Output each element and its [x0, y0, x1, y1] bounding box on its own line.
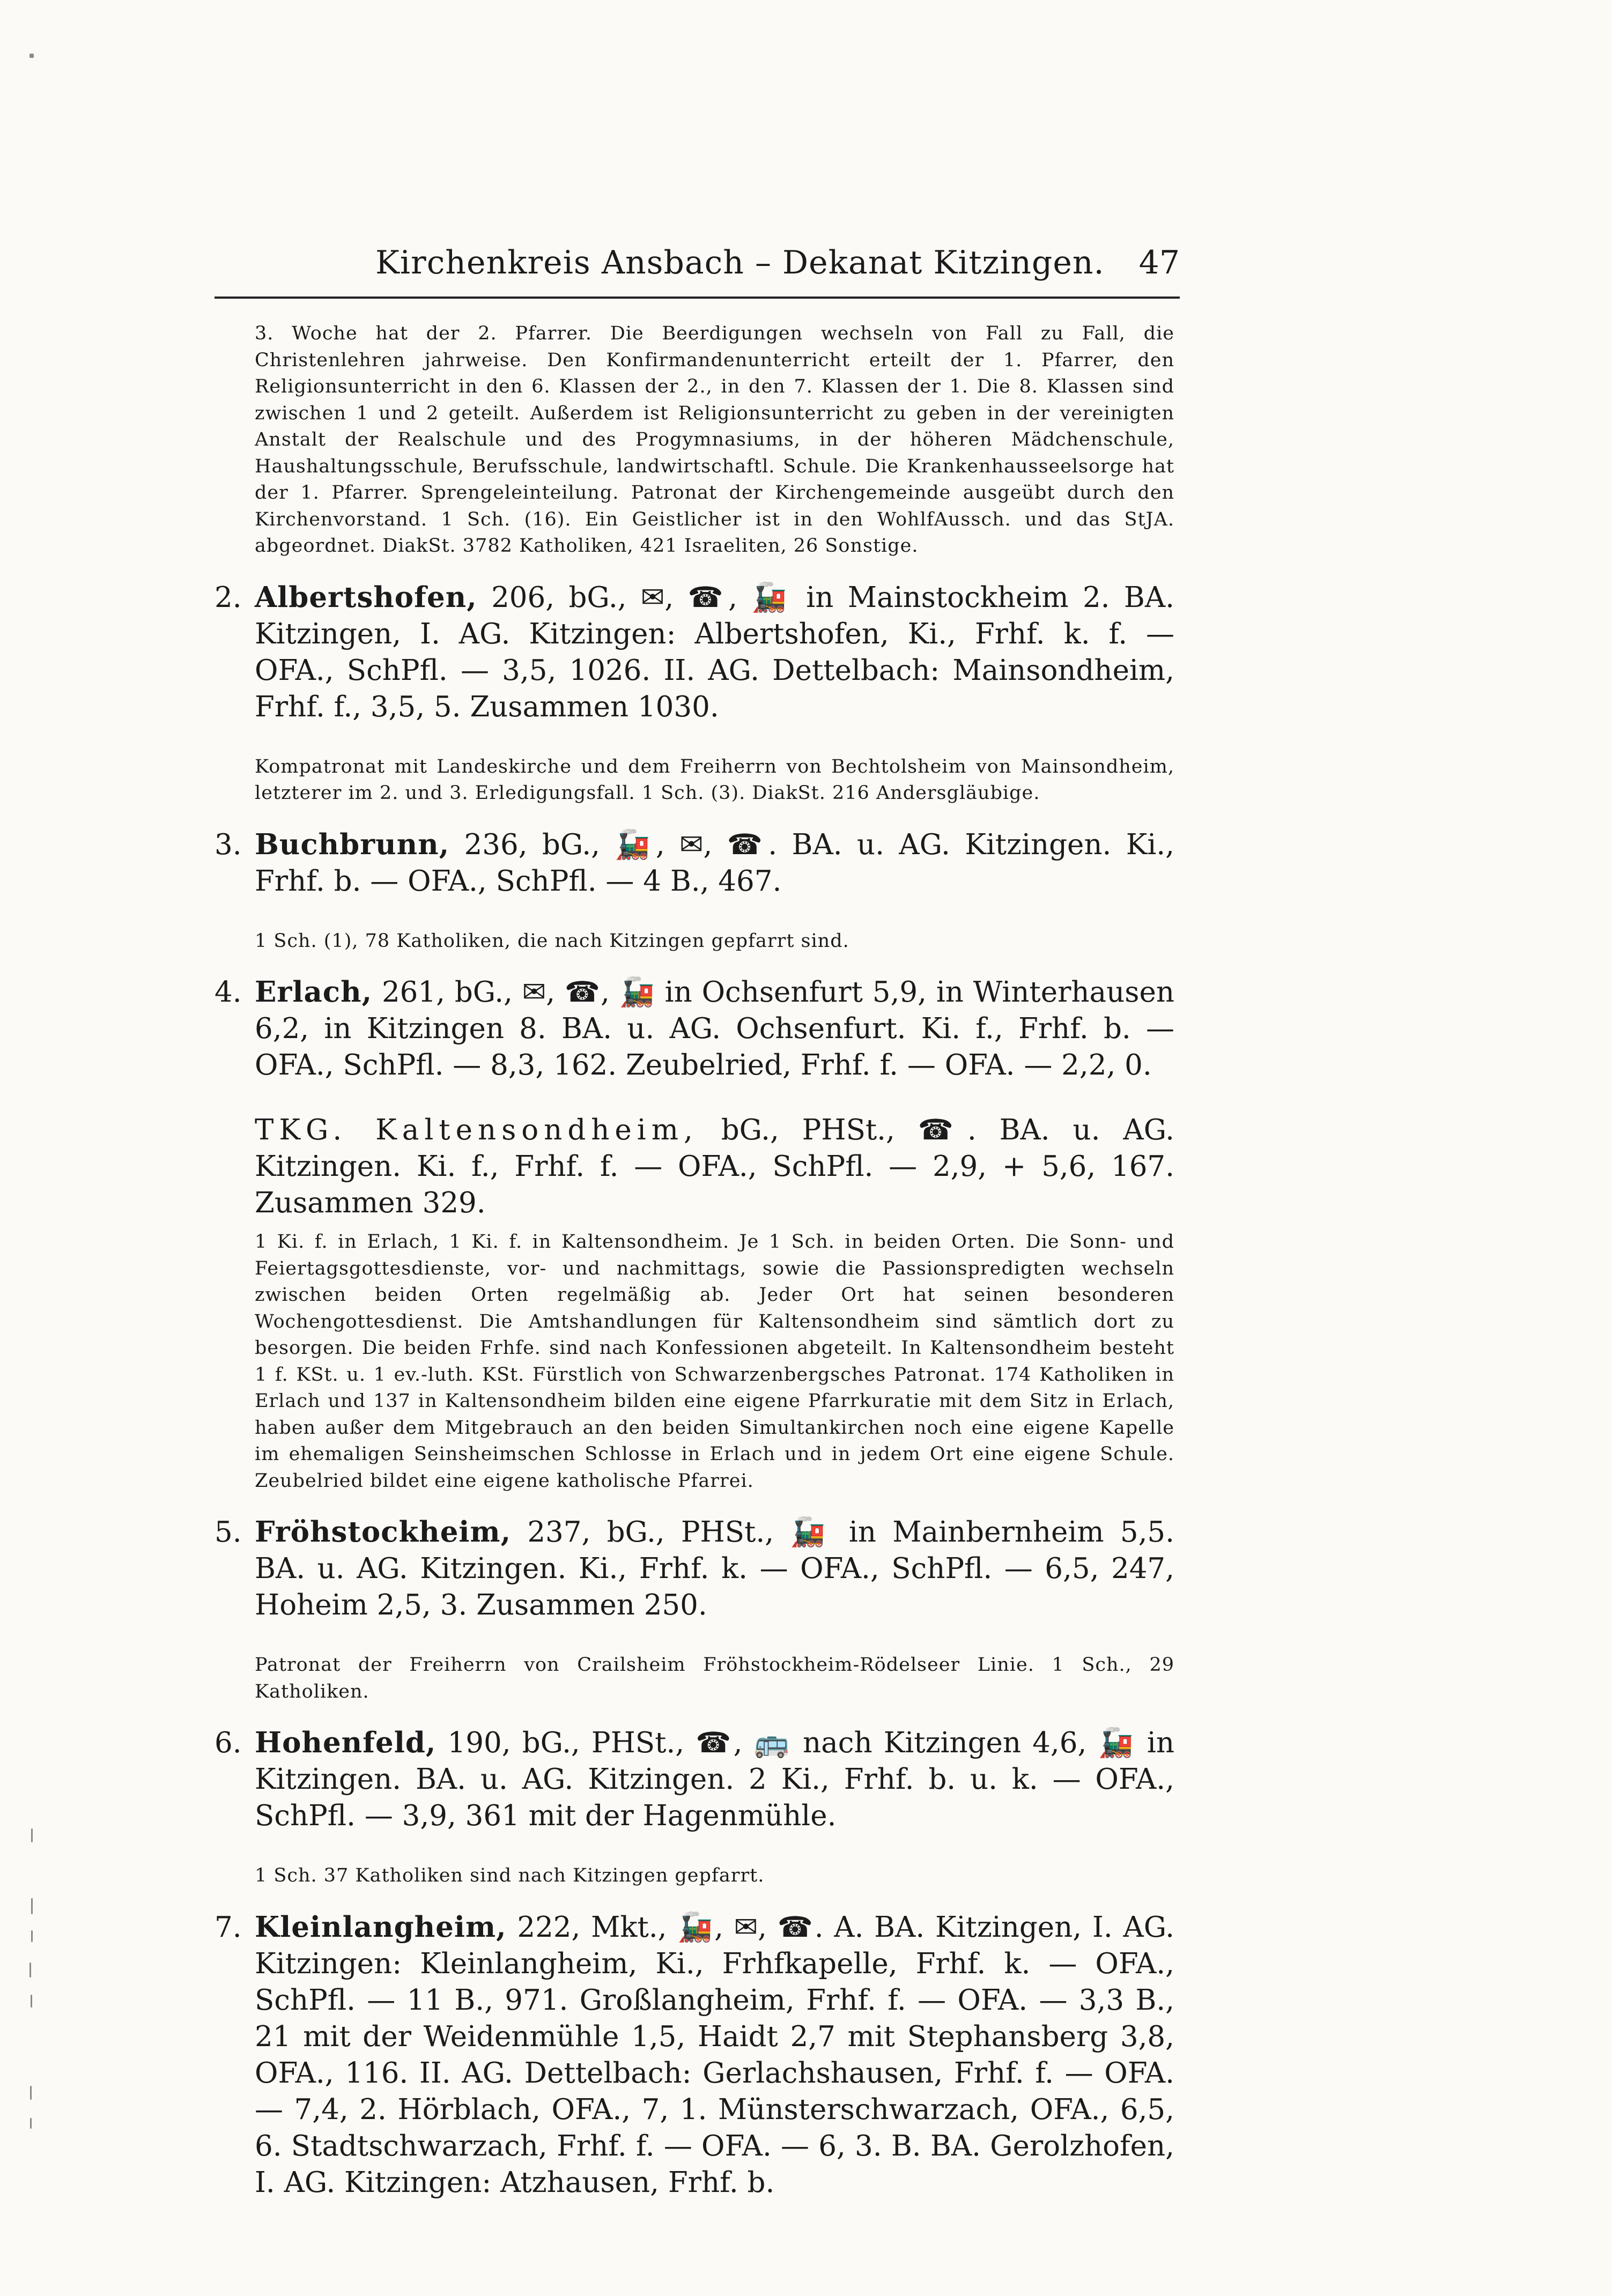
intro-note: 3. Woche hat der 2. Pfarrer. Die Beerdigungen wechseln von Fall zu Fall, die Christenlehren jahrweise. Den Konfirmandenunterricht erteilt der 1. Pfarrer, den Religionsunterricht in den 6. Klassen der 2., in den 7. Klassen der 1. Die 8. Klassen sind zwischen 1 und 2 geteilt. Außerdem ist Religionsunterricht zu geben in der vereinigten Anstalt der Realschule und des Progymnasiums, in der höheren Mädchenschule, Haushaltungsschule, Berufsschule, landwirtschaftl. Schule. Die Krankenhausseelsorge hat der 1. Pfarrer. Sprengeleinteilung. Patronat der Kirchengemeinde ausgeübt durch den Kirchenvorstand. 1 Sch. (16). Ein Geistlicher ist in den WohlfAussch. und das StJA. abgeordnet. DiakSt. 3782 Katholiken, 421 Israeliten, 26 Sonstige. — [255, 323, 1174, 557]
parish-name: Fröhstockheim, — [255, 1515, 512, 1549]
entry-note: 1 Sch. (1), 78 Katholiken, die nach Kitzingen gepfarrt sind. — [255, 930, 849, 952]
entry-number: 7. — [215, 1910, 242, 1944]
subsidiary-name: TKG. Kaltensondheim, — [255, 1114, 698, 1146]
running-title: Kirchenkreis Ansbach – Dekanat Kitzingen. — [375, 244, 1105, 282]
entry-number: 3. — [215, 828, 242, 861]
parish-entry — [215, 1724, 1174, 1834]
entry-text: 261, bG., ✉, ☎, 🚂 in Ochsenfurt 5,9, in Winterhausen 6,2, in Kitzingen 8. BA. u. AG. Ochsenfurt. Ki. f., Frhf. b. — OFA., SchPfl. — 8,3, 162. Zeubelried, Frhf. f. — OFA. — 2,2, 0. — [255, 976, 1174, 1082]
entry-note: Patronat der Freiherrn von Crailsheim Fröhstockheim-Rödelseer Linie. 1 Sch., 29 Katholiken. — [255, 1654, 1174, 1702]
subsidiary-parish — [255, 1112, 1174, 1221]
parish-name: Kleinlangheim, — [255, 1910, 507, 1944]
entry-number: 5. — [215, 1516, 242, 1549]
main-content — [215, 316, 1174, 2230]
parish-entry — [215, 826, 1174, 900]
entry-text: 206, bG., ✉, ☎, 🚂 in Mainstockheim 2. BA. Kitzingen, I. AG. Kitzingen: Albertshofen, Ki., Frhf. k. f. — OFA., SchPfl. — 3,5, 1026. II. AG. Dettelbach: Mainsondheim, Frhf. f., 3,5, 5. Zusammen 1030. — [255, 581, 1174, 723]
parish-entry — [215, 1514, 1174, 1624]
entry-note: Kompatronat mit Landeskirche und dem Freiherrn von Bechtolsheim von Mainsondheim, letzterer im 2. und 3. Erledigungsfall. 1 Sch. (3). DiakSt. 216 Andersgläubige. — [255, 756, 1174, 804]
entry-note: 1 Sch. 37 Katholiken sind nach Kitzingen gepfarrt. — [255, 1865, 765, 1886]
page-number: 47 — [1138, 244, 1180, 282]
parish-entry — [215, 1909, 1174, 2201]
entry-number: 6. — [215, 1727, 242, 1759]
parish-entry — [215, 974, 1174, 1084]
parish-name: Albertshofen, — [255, 580, 477, 614]
parish-name: Hohenfeld, — [255, 1726, 437, 1759]
parish-name: Erlach, — [255, 975, 373, 1009]
entry-number: 4. — [215, 976, 242, 1009]
entry-text: 222, Mkt., 🚂, ✉, ☎. A. BA. Kitzingen, I. AG. Kitzingen: Kleinlangheim, Ki., Frhfkapelle, Frhf. k. — OFA., SchPfl. — 11 B., 971. Großlangheim, Frhf. f. — OFA. — 3,3 B., 21 mit der Weidenmühle 1,5, Haidt 2,7 mit Stephansberg 3,8, OFA., 116. II. AG. Dettelbach: Gerlachshausen, Frhf. f. — OFA. — 7,4, 2. Hörblach, OFA., 7, 1. Münsterschwarzach, OFA., 6,5, 6. Stadtschwarzach, Frhf. f. — OFA. — 6, 3. B. BA. Gerolzhofen, I. AG. Kitzingen: Atzhausen, Frhf. b. — [255, 1910, 1174, 2199]
entry-text: 237, bG., PHSt., 🚂 in Mainbernheim 5,5. BA. u. AG. Kitzingen. Ki., Frhf. k. — OFA., SchPfl. — 6,5, 247, Hoheim 2,5, 3. Zusammen 250. — [255, 1516, 1174, 1621]
entry-text: 190, bG., PHSt., ☎, 🚌 nach Kitzingen 4,6, 🚂 in Kitzingen. BA. u. AG. Kitzingen. 2 Ki., Frhf. b. u. k. — OFA., SchPfl. — 3,9, 361 mit der Hagenmühle. — [255, 1727, 1174, 1832]
parish-name: Buchbrunn, — [255, 827, 450, 861]
parish-entry — [215, 579, 1174, 725]
entry-number: 2. — [215, 581, 242, 614]
header-rule — [215, 297, 1180, 299]
entry-note: 1 Ki. f. in Erlach, 1 Ki. f. in Kaltensondheim. Je 1 Sch. in beiden Orten. Die Sonn- und Feiertagsgottesdienste, vor- und nachmittags, sowie die Passionspredigten wechseln zwischen beiden Orten regelmäßig ab. Jeder Ort hat seinen besonderen Wochengottesdienst. Die Amtshandlungen für Kaltensondheim sind sämtlich dort zu besorgen. Die beiden Frhfe. sind nach Konfessionen abgeteilt. In Kaltensondheim besteht 1 f. KSt. u. 1 ev.-luth. KSt. Fürstlich von Schwarzenbergsches Patronat. 174 Katholiken in Erlach und 137 in Kaltensondheim bilden eine eigene Pfarrkuratie mit dem Sitz in Erlach, haben außer dem Mitgebrauch an den beiden Simultankirchen noch eine eigene Kapelle im ehemaligen Seinsheimschen Schlosse in Erlach und in jedem Ort eine eigene Schule. Zeubelried bildet eine eigene katholische Pfarrei. — [255, 1231, 1174, 1492]
page-header — [215, 236, 1180, 300]
entry-text: 236, bG., 🚂, ✉, ☎. BA. u. AG. Kitzingen. Ki., Frhf. b. — OFA., SchPfl. — 4 B., 467. — [255, 828, 1174, 898]
subsidiary-text: bG., PHSt., ☎. BA. u. AG. Kitzingen. Ki. f., Frhf. f. — OFA., SchPfl. — 2,9, + 5,6, 167. Zusammen 329. — [255, 1114, 1174, 1219]
